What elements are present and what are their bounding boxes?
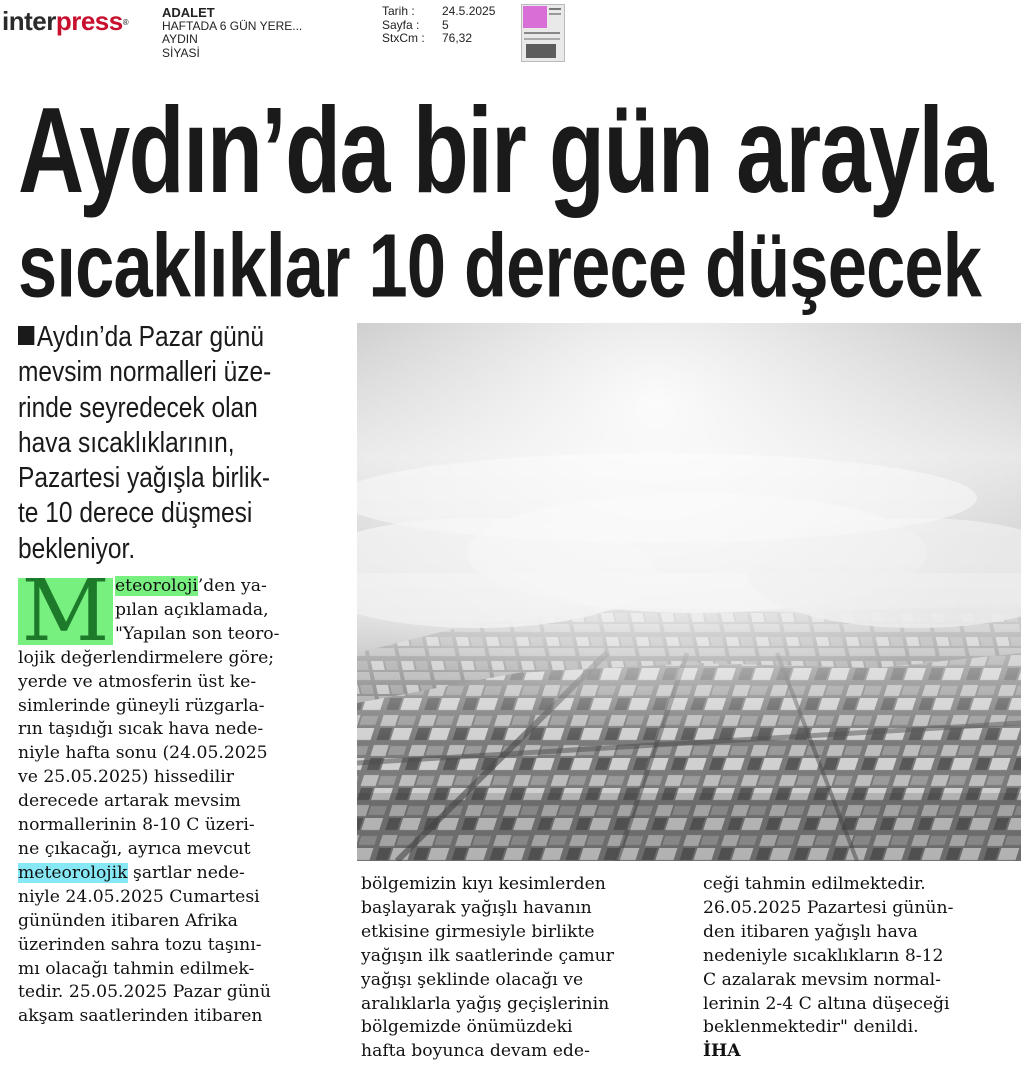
body-line: gününden itibaren Afrika (18, 910, 238, 931)
body-line: hafta boyunca devam ede- (361, 1041, 590, 1062)
body-line: derecede artarak mevsim (18, 791, 241, 812)
body-line: normallerinin 8-10 C üzeri- (18, 815, 255, 836)
meta-key: Sayfa : (382, 17, 420, 32)
body-line: ceği tahmin edilmektedir. (703, 874, 926, 894)
body-line: yağışın ilk saatlerinde çamur (361, 945, 614, 966)
body-line: meteorolojik şartlar nede- (18, 862, 245, 883)
body-line: beklenmektedir" denildi. (703, 1017, 919, 1038)
meta-row-page (382, 19, 495, 33)
body-line: lerinin 2-4 C altına düşeceği (703, 993, 950, 1014)
body-line: eteoroloji’den ya- (115, 576, 267, 596)
interpress-logo (2, 6, 128, 36)
meta-row-date (382, 5, 495, 19)
registered-mark: ® (122, 18, 129, 27)
clipping-meta (382, 5, 495, 46)
page-thumbnail[interactable] (521, 4, 565, 62)
meta-row-stxcm (382, 32, 495, 46)
body-line: nedeniyle sıcaklıkların 8-12 (703, 945, 944, 966)
body-line: simlerinde güneyli rüzgarla- (18, 695, 265, 716)
body-line: yağışı şeklinde olacağı ve (361, 969, 584, 990)
publication-category: SİYASİ (162, 45, 200, 60)
body-line: den itibaren yağışlı hava (703, 921, 918, 942)
body-line: başlayarak yağışlı havanın (361, 897, 592, 918)
headline-line-1: Aydın’da bir gün arayla (18, 82, 992, 219)
publication-subtitle: HAFTADA 6 GÜN YERE... (162, 18, 303, 33)
foggy-city-photo (357, 323, 1021, 861)
publication-city: AYDIN (162, 32, 198, 46)
body-line: aralıklarla yağış geçişlerinin (361, 993, 610, 1014)
body-column-1 (18, 575, 338, 1029)
body-line: yerde ve atmosferin üst ke- (18, 671, 257, 692)
lead-paragraph (18, 320, 293, 567)
highlight-keyword: meteorolojik (18, 862, 128, 883)
publication-info (162, 6, 302, 60)
lead-line: bekleniyor. (18, 532, 136, 565)
lead-line: te 10 derece düşmesi (18, 497, 253, 530)
drop-cap: M (18, 578, 113, 645)
logo-part-press: press (55, 6, 123, 36)
body-line: niyle 24.05.2025 Cumartesi (18, 886, 260, 907)
lead-line: rinde seyredecek olan (18, 391, 258, 424)
body-line: bölgemizde önümüzdeki (361, 1017, 573, 1038)
body-column-3 (703, 873, 1023, 1064)
body-column-2 (361, 873, 691, 1064)
body-line: akşam saatlerinden itibaren (18, 1006, 263, 1027)
body-line: "Yapılan son teoro- (115, 623, 280, 644)
body-line: ne çıkacağı, ayrıca mevcut (18, 838, 251, 859)
meta-key: Tarih : (382, 4, 415, 18)
publication-name: ADALET (162, 5, 215, 20)
body-line: rın taşıdığı sıcak hava nede- (18, 719, 264, 740)
lead-line: hava sıcaklıklarının, (18, 426, 235, 459)
meta-value: 5 (442, 17, 449, 32)
body-line: ve 25.05.2025) hissedilir (18, 767, 235, 788)
logo-part-inter: inter (2, 6, 56, 36)
meta-key: StxCm : (382, 31, 425, 45)
lead-line: Aydın’da Pazar günü (18, 320, 293, 355)
body-line: etkisine girmesiyle birlikte (361, 921, 595, 942)
body-line: 26.05.2025 Pazartesi günün- (703, 897, 954, 918)
body-line: pılan açıklamada, (115, 599, 269, 620)
body-line: C azalarak mevsim normal- (703, 969, 941, 990)
headline-line-2: sıcaklıklar 10 derece düşecek (18, 215, 982, 316)
body-line: niyle hafta sonu (24.05.2025 (18, 743, 268, 764)
lead-line: Pazartesi yağışla birlik- (18, 462, 270, 495)
highlight-keyword: eteoroloji (115, 576, 198, 596)
body-line: tedir. 25.05.2025 Pazar günü (18, 982, 271, 1003)
body-line: üzerinden sahra tozu taşını- (18, 934, 262, 955)
news-agency-signature: İHA (703, 1041, 741, 1062)
body-line: mı olacağı tahmin edilmek- (18, 958, 255, 979)
bullet-square-icon (18, 326, 34, 345)
body-line: lojik değerlendirmelere göre; (18, 647, 275, 668)
body-line: bölgemizin kıyı kesimlerden (361, 874, 606, 894)
lead-line: mevsim normalleri üze- (18, 356, 272, 389)
meta-value: 76,32 (442, 31, 473, 45)
meta-value: 24.5.2025 (442, 4, 496, 18)
